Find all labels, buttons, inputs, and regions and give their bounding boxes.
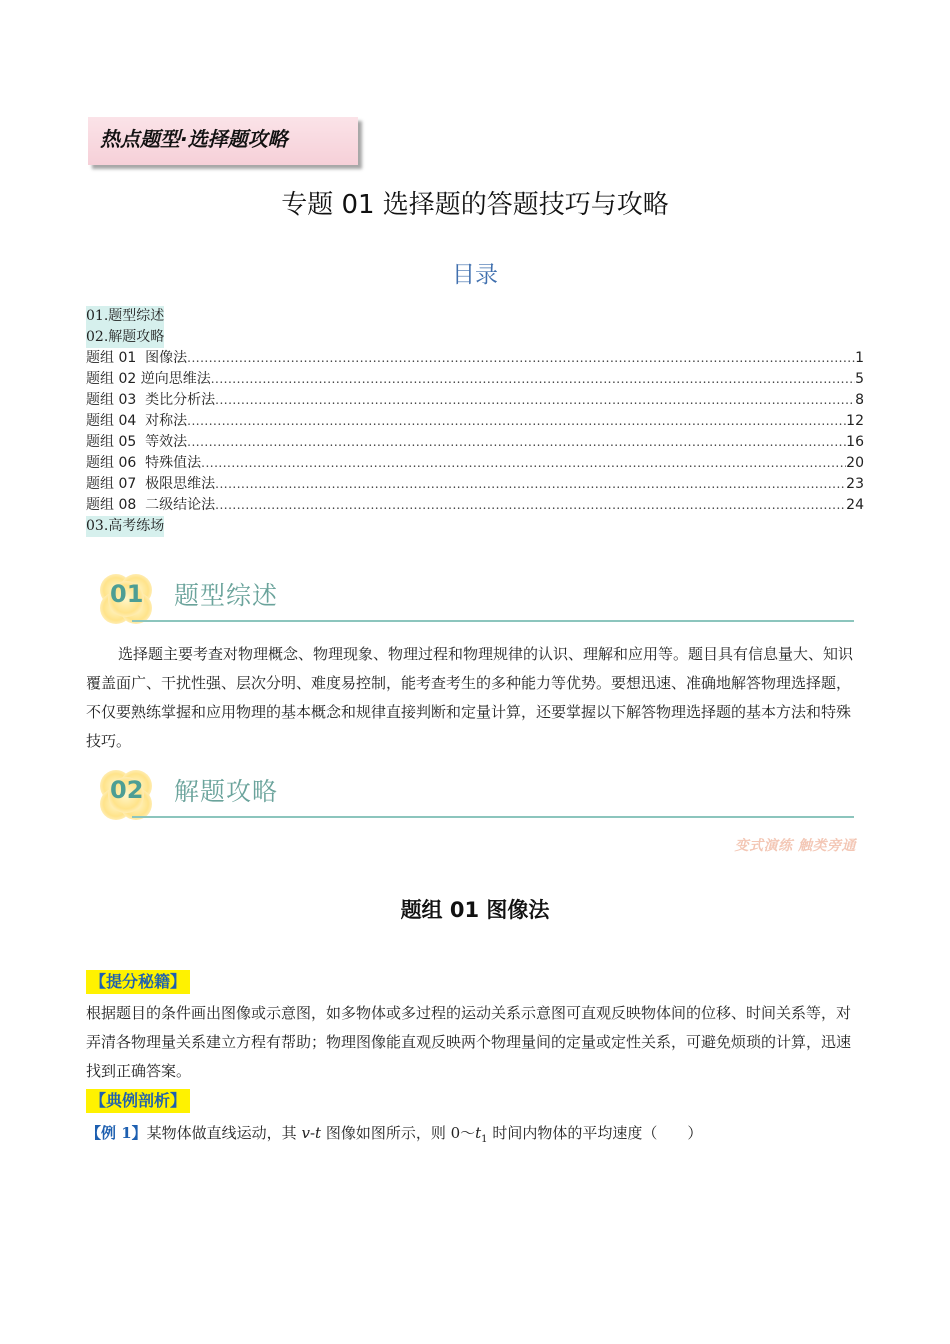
toc-entry-label: 题组 05 等效法 xyxy=(86,434,188,450)
example-text-b: 图像如图所示，则 0～ xyxy=(321,1124,476,1142)
toc-entry[interactable] xyxy=(86,453,864,474)
toc-entry-page: 8 xyxy=(855,392,864,408)
toc-leader-dots xyxy=(211,369,855,390)
toc-leader-dots xyxy=(215,390,855,411)
toc-entry-label: 题组 01 图像法 xyxy=(86,350,188,366)
toc-entry-label: 题组 03 类比分析法 xyxy=(86,392,216,408)
document-title: 专题 01 选择题的答题技巧与攻略 xyxy=(281,190,669,220)
banner-text: 热点题型·选择题攻略 xyxy=(100,127,288,151)
section2-subtitle: 变式演练 触类旁通 xyxy=(734,838,856,854)
example-subscript: 1 xyxy=(481,1134,488,1145)
tips-label: 【提分秘籍】 xyxy=(86,970,190,994)
section-number: 01 xyxy=(110,580,144,608)
table-of-contents xyxy=(86,306,864,537)
example-text-c: 时间内物体的平均速度（ ） xyxy=(487,1124,703,1142)
toc-entry-page: 16 xyxy=(846,434,864,450)
example-var-v: v xyxy=(301,1124,310,1142)
analysis-label: 【典例剖析】 xyxy=(86,1089,190,1113)
example-1 xyxy=(86,1121,702,1152)
toc-section-2[interactable] xyxy=(86,327,864,348)
toc-entry-label: 题组 04 对称法 xyxy=(86,413,188,429)
section-divider xyxy=(132,620,854,622)
group-title: 题组 01 图像法 xyxy=(400,898,550,922)
toc-section-1[interactable] xyxy=(86,306,864,327)
example-var-t: t xyxy=(315,1124,322,1142)
toc-section-label: 01.题型综述 xyxy=(86,306,164,327)
toc-section-3[interactable] xyxy=(86,516,864,537)
toc-title: 目录 xyxy=(452,262,498,288)
section-header-02 xyxy=(92,764,854,834)
toc-leader-dots xyxy=(215,474,846,495)
toc-entry[interactable] xyxy=(86,348,864,369)
toc-leader-dots xyxy=(187,348,855,369)
section-divider xyxy=(132,816,854,818)
toc-leader-dots xyxy=(215,495,846,516)
toc-entry[interactable] xyxy=(86,474,864,495)
toc-entry[interactable] xyxy=(86,411,864,432)
section-name: 题型综述 xyxy=(174,581,279,610)
header-banner xyxy=(88,117,358,165)
example-text-a: 某物体做直线运动，其 xyxy=(146,1124,302,1142)
section-name: 解题攻略 xyxy=(174,777,279,806)
tips-body: 根据题目的条件画出图像或示意图，如多物体或多过程的运动关系示意图可直观反映物体间的位移、时间关系等，对弄清各物理量关系建立方程有帮助；物理图像能直观反映两个物理量间的定量或定性关系，可避免烦琐的计算，迅速找到正确答案。 xyxy=(86,1004,852,1080)
example-dash: - xyxy=(309,1124,316,1142)
toc-entry-page: 1 xyxy=(855,350,864,366)
toc-leader-dots xyxy=(187,411,846,432)
example-label: 【例 1】 xyxy=(86,1124,147,1142)
toc-entry-page: 24 xyxy=(846,497,864,513)
example-var-t1: t xyxy=(475,1124,482,1142)
toc-leader-dots xyxy=(187,432,846,453)
toc-entry-page: 5 xyxy=(855,371,864,387)
section-header-01 xyxy=(92,568,854,638)
toc-entry[interactable] xyxy=(86,495,864,516)
toc-section-label: 02.解题攻略 xyxy=(86,327,164,348)
section-number: 02 xyxy=(110,776,144,804)
toc-leader-dots xyxy=(201,453,846,474)
section1-body: 选择题主要考查对物理概念、物理现象、物理过程和物理规律的认识、理解和应用等。题目具有信息量大、知识覆盖面广、干扰性强、层次分明、难度易控制，能考查考生的多种能力等优势。要想迅速、准确地解答物理选择题，不仅要熟练掌握和应用物理的基本概念和规律直接判断和定量计算，还要掌握以下解答物理选择题的基本方法和特殊技巧。 xyxy=(86,645,854,750)
toc-entry[interactable] xyxy=(86,432,864,453)
toc-section-label: 03.高考练场 xyxy=(86,516,164,537)
toc-entry-label: 题组 06 特殊值法 xyxy=(86,455,202,471)
toc-entry-page: 12 xyxy=(846,413,864,429)
toc-entry[interactable] xyxy=(86,390,864,411)
toc-entry-label: 题组 07 极限思维法 xyxy=(86,476,216,492)
toc-entry-page: 20 xyxy=(846,455,864,471)
toc-entry[interactable] xyxy=(86,369,864,390)
toc-entry-label: 题组 08 二级结论法 xyxy=(86,497,216,513)
toc-entry-label: 题组 02 逆向思维法 xyxy=(86,371,211,387)
toc-entry-page: 23 xyxy=(846,476,864,492)
